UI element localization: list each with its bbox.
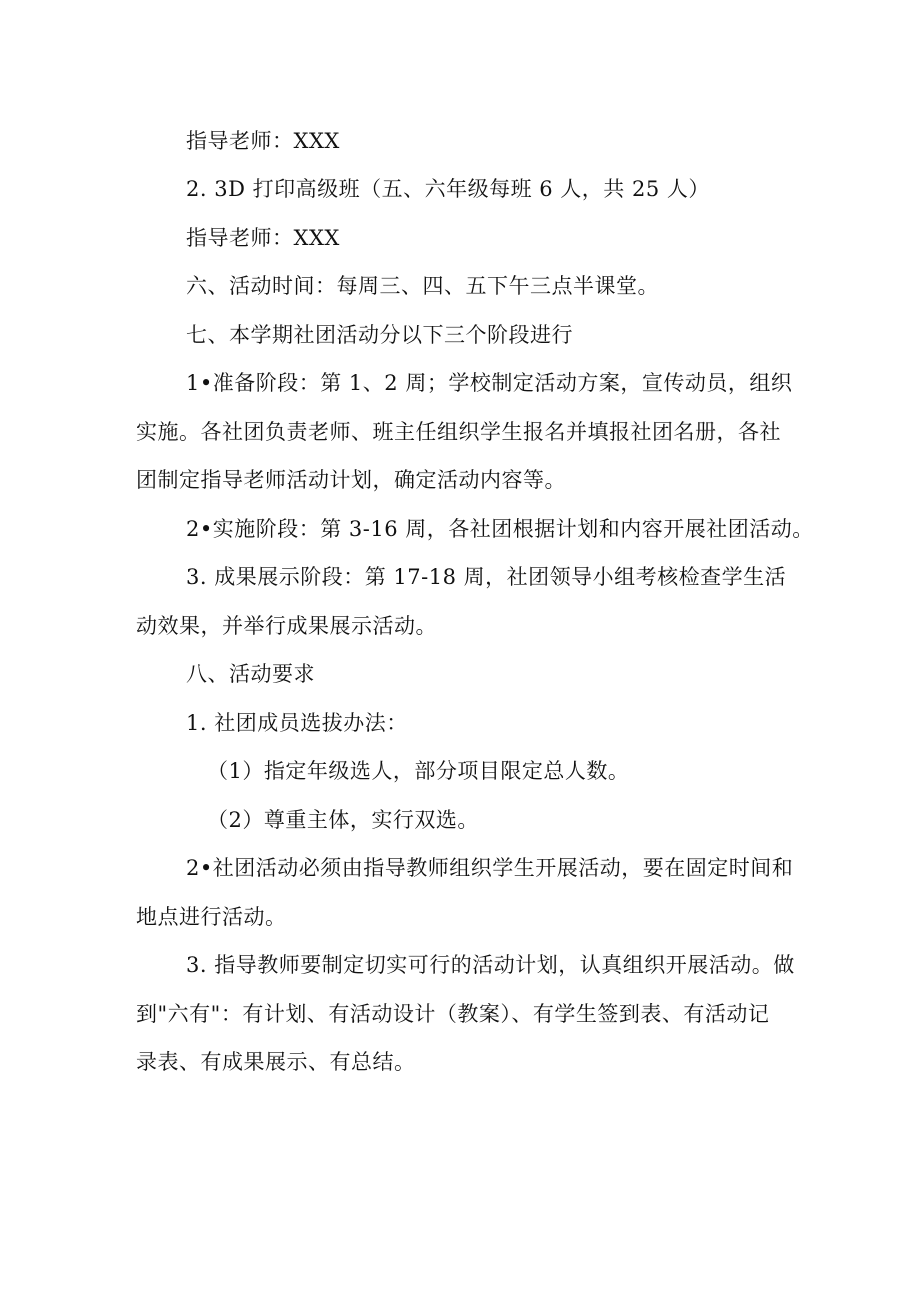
requirement-3-line-2: 到"六有"：有计划、有活动设计（教案）、有学生签到表、有活动记 [136, 1002, 770, 1026]
teacher-line-2: 指导老师：XXX [186, 226, 340, 250]
teacher-line-1: 指导老师：XXX [186, 129, 340, 153]
requirement-1-item-1: （1）指定年级选人，部分项目限定总人数。 [207, 759, 630, 783]
requirement-3-line-3: 录表、有成果展示、有总结。 [136, 1050, 416, 1074]
requirement-2-line-2: 地点进行活动。 [136, 905, 287, 929]
requirement-2-line-1: 2•社团活动必须由指导教师组织学生开展活动，要在固定时间和 [186, 856, 794, 880]
section-activity-time: 六、活动时间：每周三、四、五下午三点半课堂。 [186, 274, 659, 298]
stage-1-line-3: 团制定指导老师活动计划，确定活动内容等。 [136, 468, 566, 492]
stage-1-line-2: 实施。各社团负责老师、班主任组织学生报名并填报社团名册，各社 [136, 420, 781, 444]
requirement-1-heading: 1. 社团成员选拔办法： [186, 711, 408, 735]
stage-2-line: 2•实施阶段：第 3-16 周，各社团根据计划和内容开展社团活动。 [186, 517, 814, 541]
stage-3-line-2: 动效果，并举行成果展示活动。 [136, 614, 437, 638]
requirement-3-line-1: 3. 指导教师要制定切实可行的活动计划，认真组织开展活动。做 [186, 953, 795, 977]
stage-3-line-1: 3. 成果展示阶段：第 17-18 周，社团领导小组考核检查学生活 [186, 565, 787, 589]
stage-1-line-1: 1•准备阶段：第 1、2 周；学校制定活动方案，宣传动员，组织 [186, 371, 793, 395]
requirement-1-item-2: （2）尊重主体，实行双选。 [207, 808, 479, 832]
section-requirements-heading: 八、活动要求 [186, 662, 315, 686]
section-stages-heading: 七、本学期社团活动分以下三个阶段进行 [186, 323, 573, 347]
class-3d-advanced: 2. 3D 打印高级班（五、六年级每班 6 人，共 25 人） [186, 177, 710, 201]
